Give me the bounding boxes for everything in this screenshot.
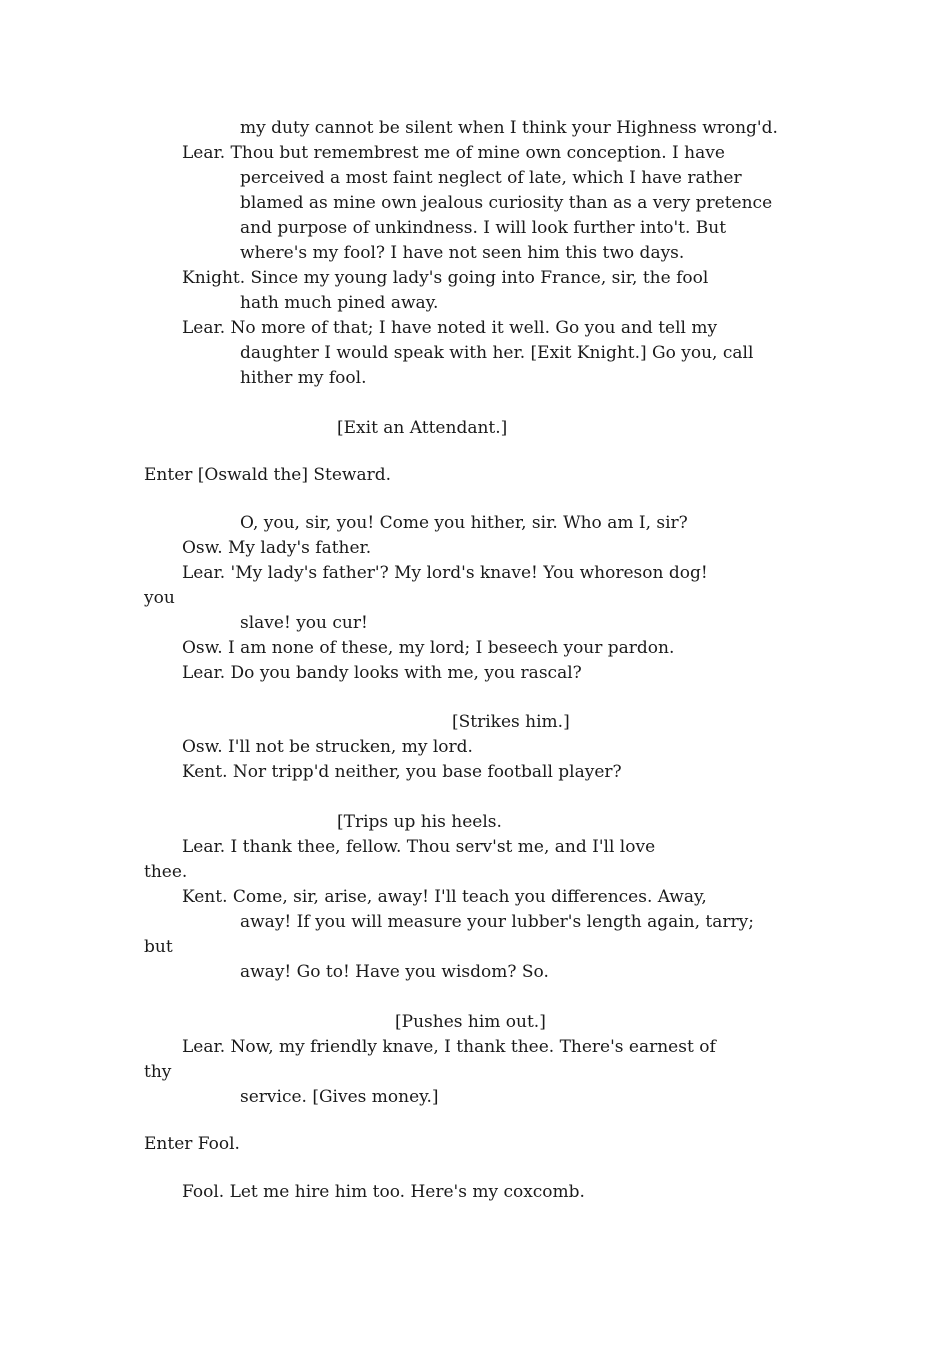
speech-line: Osw. I am none of these, my lord; I beseech your pardon. xyxy=(182,638,675,658)
text-line: slave! you cur! xyxy=(240,613,368,633)
wrapped-word: thy xyxy=(144,1062,172,1082)
text-line: O, you, sir, you! Come you hither, sir. Who am I, sir? xyxy=(240,513,688,533)
stage-direction: [Strikes him.] xyxy=(452,712,570,732)
stage-direction: [Pushes him out.] xyxy=(395,1012,546,1032)
stage-direction: [Exit an Attendant.] xyxy=(337,418,508,438)
speech-line: Knight. Since my young lady's going into France, sir, the fool xyxy=(182,268,709,288)
text-line: where's my fool? I have not seen him this two days. xyxy=(240,243,685,263)
wrapped-word: you xyxy=(144,588,175,608)
speech-line: Lear. No more of that; I have noted it well. Go you and tell my xyxy=(182,318,718,338)
entrance-direction: Enter Fool. xyxy=(144,1134,240,1154)
text-line: away! Go to! Have you wisdom? So. xyxy=(240,962,549,982)
text-line: hath much pined away. xyxy=(240,293,439,313)
text-line: hither my fool. xyxy=(240,368,367,388)
stage-direction: [Trips up his heels. xyxy=(337,812,502,832)
wrapped-word: thee. xyxy=(144,862,188,882)
speech-line: Kent. Come, sir, arise, away! I'll teach you differences. Away, xyxy=(182,887,707,907)
text-line: away! If you will measure your lubber's length again, tarry; xyxy=(240,912,754,932)
text-line: daughter I would speak with her. [Exit Knight.] Go you, call xyxy=(240,343,754,363)
speech-line: Lear. Do you bandy looks with me, you rascal? xyxy=(182,663,582,683)
speech-line: Fool. Let me hire him too. Here's my coxcomb. xyxy=(182,1182,585,1202)
wrapped-word: but xyxy=(144,937,173,957)
text-line: my duty cannot be silent when I think your Highness wrong'd. xyxy=(240,118,778,138)
speech-line: Lear. Thou but remembrest me of mine own conception. I have xyxy=(182,143,725,163)
text-line: service. [Gives money.] xyxy=(240,1087,439,1107)
speech-line: Lear. I thank thee, fellow. Thou serv'st me, and I'll love xyxy=(182,837,656,857)
entrance-direction: Enter [Oswald the] Steward. xyxy=(144,465,391,485)
speech-line: Osw. I'll not be strucken, my lord. xyxy=(182,737,473,757)
text-line: blamed as mine own jealous curiosity than as a very pretence xyxy=(240,193,773,213)
speech-line: Lear. Now, my friendly knave, I thank thee. There's earnest of xyxy=(182,1037,716,1057)
text-line: perceived a most faint neglect of late, which I have rather xyxy=(240,168,742,188)
speech-line: Osw. My lady's father. xyxy=(182,538,372,558)
speech-line: Kent. Nor tripp'd neither, you base football player? xyxy=(182,762,622,782)
text-line: and purpose of unkindness. I will look further into't. But xyxy=(240,218,727,238)
speech-line: Lear. 'My lady's father'? My lord's knave! You whoreson dog! xyxy=(182,563,708,583)
